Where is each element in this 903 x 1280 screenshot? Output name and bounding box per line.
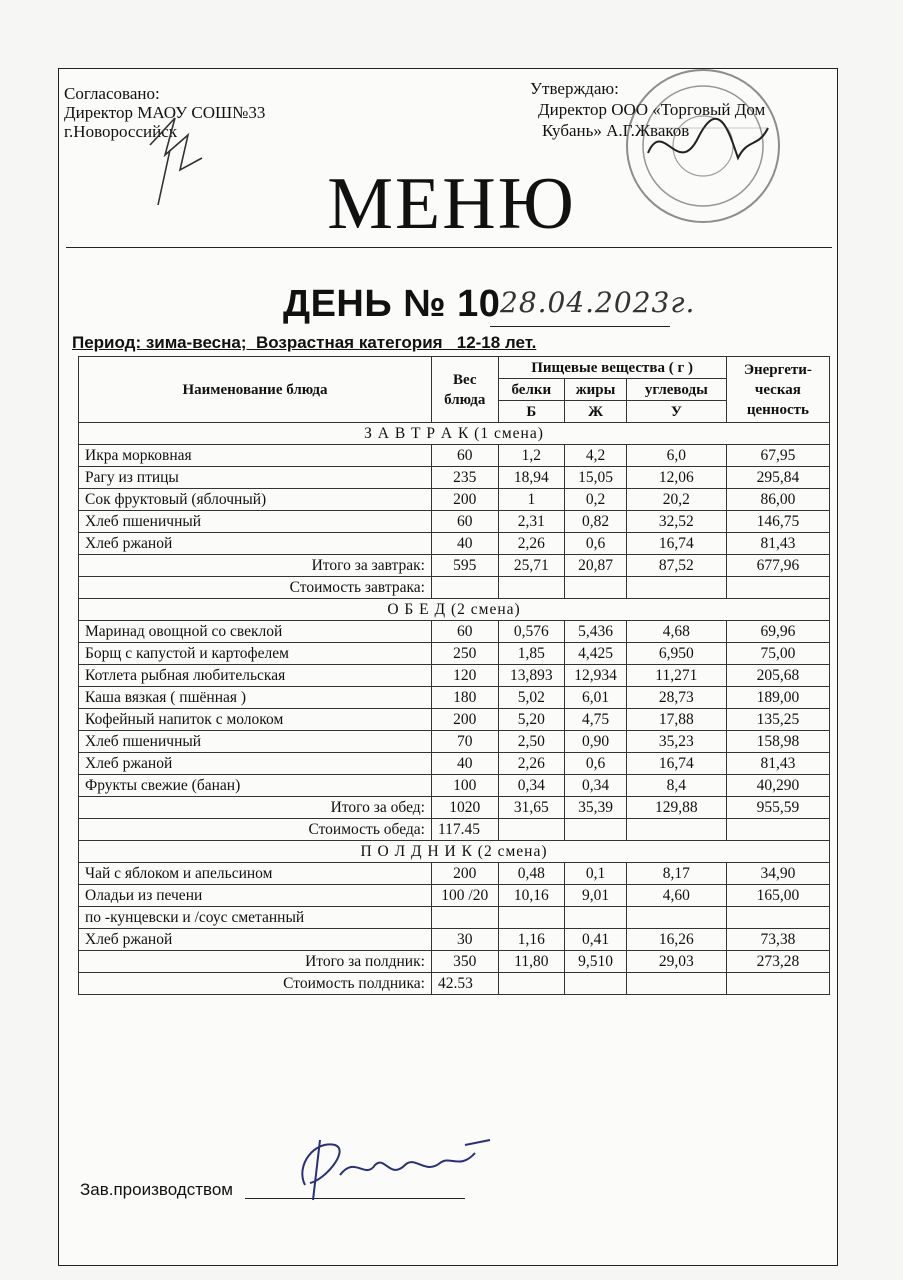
table-row	[79, 863, 830, 885]
cost-value: 117.45	[431, 819, 498, 841]
dish-name-cell: Фрукты свежие (банан)	[79, 775, 432, 797]
production-head-label: Зав.производством	[80, 1180, 233, 1199]
table-row	[79, 753, 830, 775]
total-carbs: 129,88	[626, 797, 726, 819]
table-row	[79, 775, 830, 797]
proteins-cell: 1,16	[498, 929, 565, 951]
weight-cell: 100	[431, 775, 498, 797]
header-energy	[726, 357, 829, 423]
fats-cell: 0,82	[565, 511, 627, 533]
weight-cell: 40	[431, 753, 498, 775]
fats-cell: 4,75	[565, 709, 627, 731]
agreed-line: Согласовано:	[64, 84, 160, 103]
weight-cell: 180	[431, 687, 498, 709]
weight-cell: 40	[431, 533, 498, 555]
empty-cell	[498, 973, 565, 995]
total-weight: 1020	[431, 797, 498, 819]
fats-cell: 0,1	[565, 863, 627, 885]
total-row	[79, 951, 830, 973]
header-energy-line: ценность	[746, 401, 809, 418]
total-proteins: 25,71	[498, 555, 565, 577]
proteins-cell: 5,20	[498, 709, 565, 731]
carbs-cell: 16,74	[626, 533, 726, 555]
energy-cell: 205,68	[726, 665, 829, 687]
energy-cell: 40,290	[726, 775, 829, 797]
fats-cell: 9,01	[565, 885, 627, 907]
energy-cell: 86,00	[726, 489, 829, 511]
header-energy-line: Энергети-	[743, 361, 812, 378]
table-row	[79, 929, 830, 951]
energy-cell: 165,00	[726, 885, 829, 907]
header-b: Б	[498, 401, 565, 423]
carbs-cell: 4,60	[626, 885, 726, 907]
total-proteins: 31,65	[498, 797, 565, 819]
total-energy: 677,96	[726, 555, 829, 577]
weight-cell: 200	[431, 863, 498, 885]
energy-cell: 295,84	[726, 467, 829, 489]
day-number: ДЕНЬ № 10	[283, 283, 501, 325]
proteins-cell: 2,26	[498, 753, 565, 775]
empty-cell	[726, 577, 829, 599]
page-title: МЕНЮ	[327, 163, 576, 245]
section-title: З А В Т Р А К (1 смена)	[79, 423, 830, 445]
cost-label: Стоимость завтрака:	[79, 577, 432, 599]
carbs-cell: 32,52	[626, 511, 726, 533]
fats-cell	[565, 907, 627, 929]
header-weight	[431, 357, 498, 423]
fats-cell: 0,2	[565, 489, 627, 511]
table-row	[79, 621, 830, 643]
carbs-cell: 20,2	[626, 489, 726, 511]
header-weight-line: блюда	[444, 391, 486, 408]
dish-name-cell: Хлеб ржаной	[79, 753, 432, 775]
total-proteins: 11,80	[498, 951, 565, 973]
total-carbs: 29,03	[626, 951, 726, 973]
total-carbs: 87,52	[626, 555, 726, 577]
total-label: Итого за обед:	[79, 797, 432, 819]
fats-cell: 6,01	[565, 687, 627, 709]
empty-cell	[565, 577, 627, 599]
weight-cell: 235	[431, 467, 498, 489]
empty-cell	[626, 819, 726, 841]
empty-cell	[565, 819, 627, 841]
total-label: Итого за завтрак:	[79, 555, 432, 577]
empty-cell	[626, 973, 726, 995]
dish-name-cell: Борщ с капустой и картофелем	[79, 643, 432, 665]
carbs-cell: 28,73	[626, 687, 726, 709]
period-category: Период: зима-весна; Возрастная категория 12-18 лет.	[72, 333, 537, 352]
cost-row	[79, 577, 830, 599]
carbs-cell: 16,74	[626, 753, 726, 775]
table-row	[79, 687, 830, 709]
carbs-cell: 8,17	[626, 863, 726, 885]
energy-cell: 73,38	[726, 929, 829, 951]
title-divider	[66, 247, 832, 248]
proteins-cell: 1,2	[498, 445, 565, 467]
total-fats: 9,510	[565, 951, 627, 973]
agreed-line: Директор МАОУ СОШ№33	[64, 103, 266, 122]
energy-cell: 67,95	[726, 445, 829, 467]
total-fats: 20,87	[565, 555, 627, 577]
weight-cell: 30	[431, 929, 498, 951]
header-fats: жиры	[565, 379, 627, 401]
total-fats: 35,39	[565, 797, 627, 819]
cost-label: Стоимость полдника:	[79, 973, 432, 995]
energy-cell: 146,75	[726, 511, 829, 533]
total-row	[79, 797, 830, 819]
section-header-row	[79, 599, 830, 621]
production-head-signature	[265, 1125, 505, 1205]
total-weight: 595	[431, 555, 498, 577]
empty-cell	[498, 819, 565, 841]
weight-cell: 250	[431, 643, 498, 665]
proteins-cell: 13,893	[498, 665, 565, 687]
fats-cell: 15,05	[565, 467, 627, 489]
cost-label: Стоимость обеда:	[79, 819, 432, 841]
section-title: П О Л Д Н И К (2 смена)	[79, 841, 830, 863]
dish-name-cell: Чай с яблоком и апельсином	[79, 863, 432, 885]
weight-cell: 100 /20	[431, 885, 498, 907]
fats-cell: 0,90	[565, 731, 627, 753]
energy-cell: 69,96	[726, 621, 829, 643]
empty-cell	[565, 973, 627, 995]
table-row	[79, 445, 830, 467]
fats-cell: 0,41	[565, 929, 627, 951]
table-row	[79, 709, 830, 731]
weight-cell: 60	[431, 445, 498, 467]
table-row	[79, 467, 830, 489]
proteins-cell: 18,94	[498, 467, 565, 489]
menu-table	[78, 356, 830, 995]
cost-row	[79, 973, 830, 995]
proteins-cell: 0,34	[498, 775, 565, 797]
weight-cell: 70	[431, 731, 498, 753]
empty-cell	[726, 819, 829, 841]
dish-name-cell: Каша вязкая ( пшённая )	[79, 687, 432, 709]
energy-cell: 81,43	[726, 533, 829, 555]
date-underline	[490, 326, 670, 327]
dish-name-cell: Маринад овощной со свеклой	[79, 621, 432, 643]
weight-cell: 120	[431, 665, 498, 687]
energy-cell	[726, 907, 829, 929]
weight-cell: 60	[431, 621, 498, 643]
total-row	[79, 555, 830, 577]
fats-cell: 0,6	[565, 533, 627, 555]
carbs-cell: 17,88	[626, 709, 726, 731]
total-energy: 955,59	[726, 797, 829, 819]
table-row	[79, 665, 830, 687]
header-weight-line: Вес	[452, 371, 477, 388]
header-proteins: белки	[498, 379, 565, 401]
table-row	[79, 533, 830, 555]
energy-cell: 158,98	[726, 731, 829, 753]
table-row	[79, 731, 830, 753]
carbs-cell: 11,271	[626, 665, 726, 687]
carbs-cell: 6,0	[626, 445, 726, 467]
dish-name-cell: Рагу из птицы	[79, 467, 432, 489]
dish-name-cell: Хлеб пшеничный	[79, 731, 432, 753]
proteins-cell	[498, 907, 565, 929]
header-energy-line: ческая	[754, 381, 801, 398]
dish-name-cell: Хлеб пшеничный	[79, 511, 432, 533]
carbs-cell: 4,68	[626, 621, 726, 643]
energy-cell: 189,00	[726, 687, 829, 709]
proteins-cell: 5,02	[498, 687, 565, 709]
energy-cell: 34,90	[726, 863, 829, 885]
carbs-cell: 8,4	[626, 775, 726, 797]
dish-name-cell: Кофейный напиток с молоком	[79, 709, 432, 731]
table-row	[79, 885, 830, 907]
carbs-cell	[626, 907, 726, 929]
weight-cell: 200	[431, 489, 498, 511]
header-carbs: углеводы	[626, 379, 726, 401]
fats-cell: 12,934	[565, 665, 627, 687]
proteins-cell: 1	[498, 489, 565, 511]
empty-cell	[626, 577, 726, 599]
dish-name-cell: Икра морковная	[79, 445, 432, 467]
cost-value: 42.53	[431, 973, 498, 995]
total-weight: 350	[431, 951, 498, 973]
proteins-cell: 10,16	[498, 885, 565, 907]
dish-name-cell: Оладьи из печени	[79, 885, 432, 907]
empty-cell	[498, 577, 565, 599]
carbs-cell: 16,26	[626, 929, 726, 951]
proteins-cell: 2,50	[498, 731, 565, 753]
weight-cell: 200	[431, 709, 498, 731]
dish-name-cell: Сок фруктовый (яблочный)	[79, 489, 432, 511]
proteins-cell: 0,48	[498, 863, 565, 885]
dish-name-cell: по -кунцевски и /соус сметанный	[79, 907, 432, 929]
approve-line: Кубань» А.Г.Жваков	[542, 121, 690, 140]
total-energy: 273,28	[726, 951, 829, 973]
fats-cell: 0,6	[565, 753, 627, 775]
proteins-cell: 2,26	[498, 533, 565, 555]
energy-cell: 75,00	[726, 643, 829, 665]
approve-line: Директор ООО «Торговый Дом	[538, 100, 766, 119]
agreed-line: г.Новороссийск	[64, 122, 178, 141]
weight-cell: 60	[431, 511, 498, 533]
section-title: О Б Е Д (2 смена)	[79, 599, 830, 621]
cost-row	[79, 819, 830, 841]
dish-name-cell: Хлеб ржаной	[79, 533, 432, 555]
header-dish-name: Наименование блюда	[79, 357, 432, 423]
table-row	[79, 907, 830, 929]
carbs-cell: 35,23	[626, 731, 726, 753]
table-row	[79, 489, 830, 511]
menu-table-body	[79, 423, 830, 995]
fats-cell: 0,34	[565, 775, 627, 797]
energy-cell: 135,25	[726, 709, 829, 731]
proteins-cell: 1,85	[498, 643, 565, 665]
section-header-row	[79, 423, 830, 445]
dish-name-cell: Котлета рыбная любительская	[79, 665, 432, 687]
empty-cell	[726, 973, 829, 995]
header-u: У	[626, 401, 726, 423]
dish-name-cell: Хлеб ржаной	[79, 929, 432, 951]
proteins-cell: 0,576	[498, 621, 565, 643]
carbs-cell: 6,950	[626, 643, 726, 665]
table-row	[79, 511, 830, 533]
fats-cell: 5,436	[565, 621, 627, 643]
fats-cell: 4,2	[565, 445, 627, 467]
carbs-cell: 12,06	[626, 467, 726, 489]
proteins-cell: 2,31	[498, 511, 565, 533]
cost-value	[431, 577, 498, 599]
total-label: Итого за полдник:	[79, 951, 432, 973]
table-row	[79, 643, 830, 665]
header-zh: Ж	[565, 401, 627, 423]
section-header-row	[79, 841, 830, 863]
header-nutrients: Пищевые вещества ( г )	[498, 357, 726, 379]
approve-line: Утверждаю:	[530, 79, 619, 98]
fats-cell: 4,425	[565, 643, 627, 665]
weight-cell	[431, 907, 498, 929]
handwritten-date: 28.04.2023г.	[500, 286, 696, 319]
energy-cell: 81,43	[726, 753, 829, 775]
